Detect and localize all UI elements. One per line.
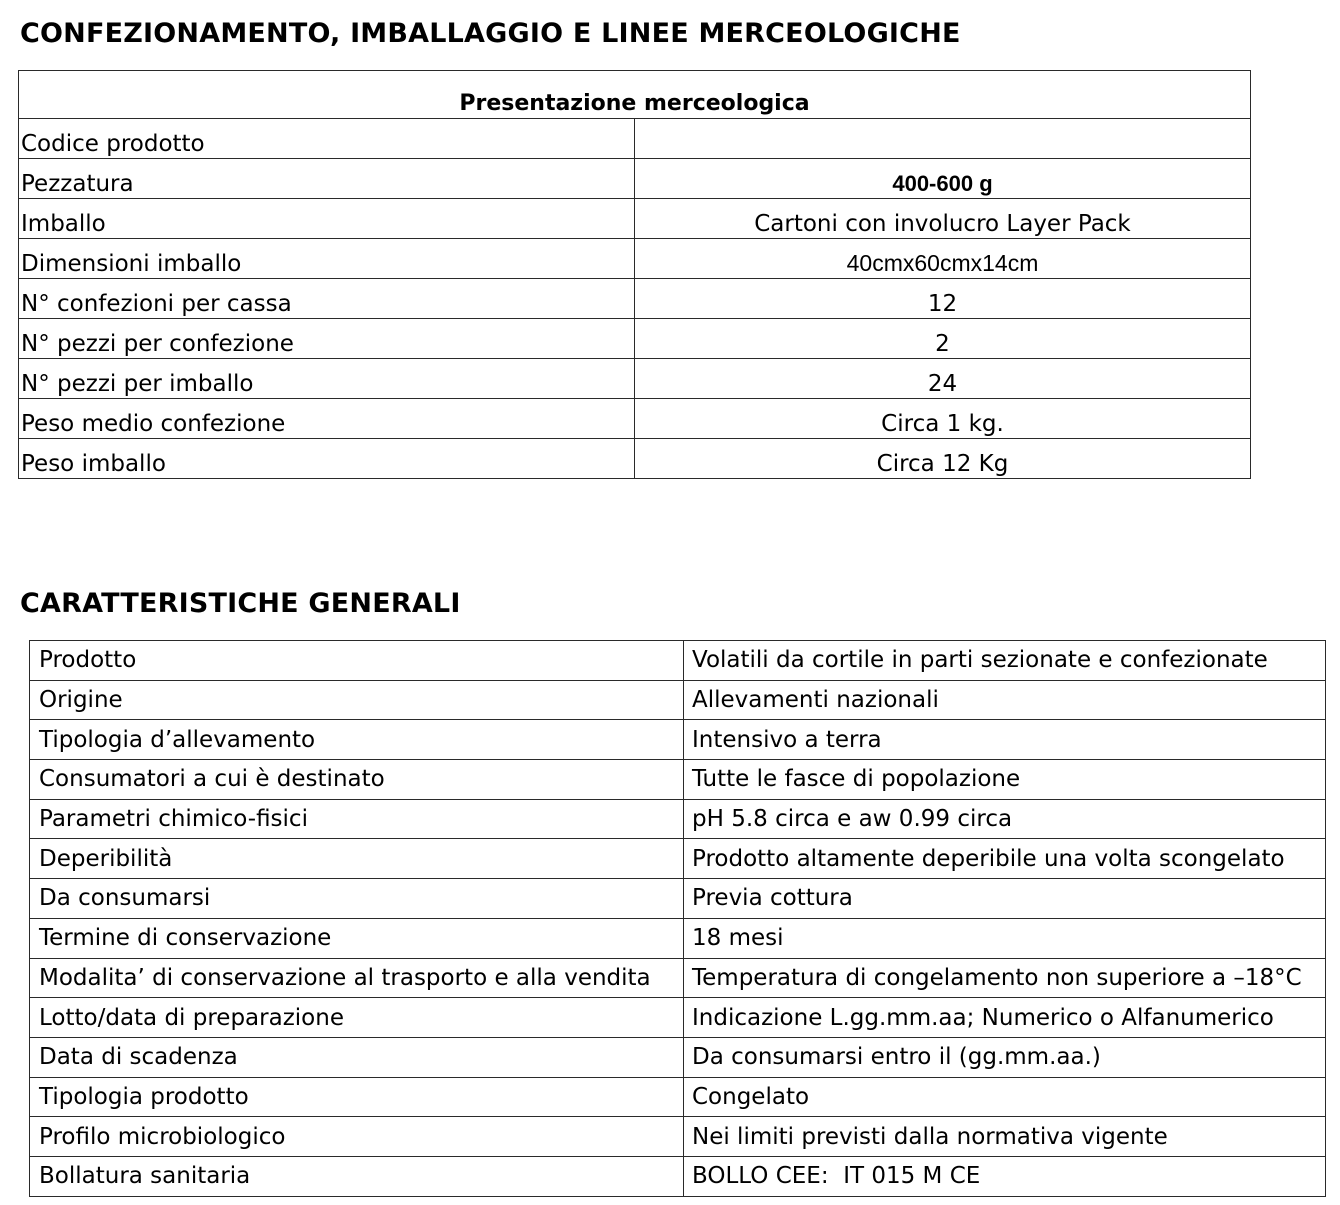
table-row (30, 799, 1326, 839)
table-row (30, 839, 1326, 879)
row-value: Volatili da cortile in parti sezionate e confezionate (684, 641, 1326, 681)
row-label: Profilo microbiologico (30, 1117, 684, 1157)
table-row (30, 918, 1326, 958)
row-value: Circa 1 kg. (635, 399, 1251, 439)
row-label: N° pezzi per confezione (19, 319, 635, 359)
table-header-row (19, 71, 1251, 119)
table-row (30, 1077, 1326, 1117)
row-value: Intensivo a terra (684, 720, 1326, 760)
row-label: Pezzatura (19, 159, 635, 199)
row-value: Prodotto altamente deperibile una volta scongelato (684, 839, 1326, 879)
table-row (19, 359, 1251, 399)
table-row (19, 319, 1251, 359)
row-label: N° pezzi per imballo (19, 359, 635, 399)
row-label: Termine di conservazione (30, 918, 684, 958)
row-value: Allevamenti nazionali (684, 680, 1326, 720)
table-row (30, 1037, 1326, 1077)
general-characteristics-table (29, 640, 1326, 1197)
general-section-title: CARATTERISTICHE GENERALI (20, 588, 461, 619)
row-value: 400-600 g (635, 159, 1251, 199)
row-label: Dimensioni imballo (19, 239, 635, 279)
row-value: 12 (635, 279, 1251, 319)
row-value: Congelato (684, 1077, 1326, 1117)
table-row (30, 998, 1326, 1038)
row-label: Modalita’ di conservazione al trasporto e alla vendita (30, 958, 684, 998)
table-row (19, 159, 1251, 199)
row-label: Imballo (19, 199, 635, 239)
table-row (19, 399, 1251, 439)
row-value: 2 (635, 319, 1251, 359)
row-label: Da consumarsi (30, 879, 684, 919)
row-value: 24 (635, 359, 1251, 399)
row-value: pH 5.8 circa e aw 0.99 circa (684, 799, 1326, 839)
row-label: Lotto/data di preparazione (30, 998, 684, 1038)
row-label: Peso medio confezione (19, 399, 635, 439)
row-value: Nei limiti previsti dalla normativa vigente (684, 1117, 1326, 1157)
table-row (30, 1156, 1326, 1196)
row-value: Previa cottura (684, 879, 1326, 919)
row-value: Da consumarsi entro il (gg.mm.aa.) (684, 1037, 1326, 1077)
row-value: 40cmx60cmx14cm (635, 239, 1251, 279)
table-row (19, 439, 1251, 479)
row-label: Origine (30, 680, 684, 720)
row-label: Codice prodotto (19, 119, 635, 159)
table-row (19, 239, 1251, 279)
table-row (19, 199, 1251, 239)
table-row (30, 879, 1326, 919)
packaging-section-title: CONFEZIONAMENTO, IMBALLAGGIO E LINEE MERCEOLOGICHE (20, 18, 961, 49)
row-value: Cartoni con involucro Layer Pack (635, 199, 1251, 239)
row-label: Parametri chimico-fisici (30, 799, 684, 839)
row-value: Indicazione L.gg.mm.aa; Numerico o Alfanumerico (684, 998, 1326, 1038)
row-value: Tutte le fasce di popolazione (684, 760, 1326, 800)
table-row (30, 641, 1326, 681)
row-value: BOLLO CEE: IT 015 M CE (684, 1156, 1326, 1196)
row-value: Circa 12 Kg (635, 439, 1251, 479)
table-row (19, 279, 1251, 319)
row-label: Peso imballo (19, 439, 635, 479)
row-value: 18 mesi (684, 918, 1326, 958)
table-row (30, 680, 1326, 720)
row-label: Tipologia prodotto (30, 1077, 684, 1117)
table-row (30, 720, 1326, 760)
row-label: Deperibilità (30, 839, 684, 879)
row-label: N° confezioni per cassa (19, 279, 635, 319)
table-header: Presentazione merceologica (19, 71, 1251, 119)
table-row (19, 119, 1251, 159)
row-label: Data di scadenza (30, 1037, 684, 1077)
table-row (30, 958, 1326, 998)
row-label: Bollatura sanitaria (30, 1156, 684, 1196)
row-value (635, 119, 1251, 159)
row-label: Tipologia d’allevamento (30, 720, 684, 760)
table-row (30, 1117, 1326, 1157)
row-label: Consumatori a cui è destinato (30, 760, 684, 800)
row-value: Temperatura di congelamento non superiore a –18°C (684, 958, 1326, 998)
table-row (30, 760, 1326, 800)
packaging-table (18, 70, 1251, 479)
row-label: Prodotto (30, 641, 684, 681)
